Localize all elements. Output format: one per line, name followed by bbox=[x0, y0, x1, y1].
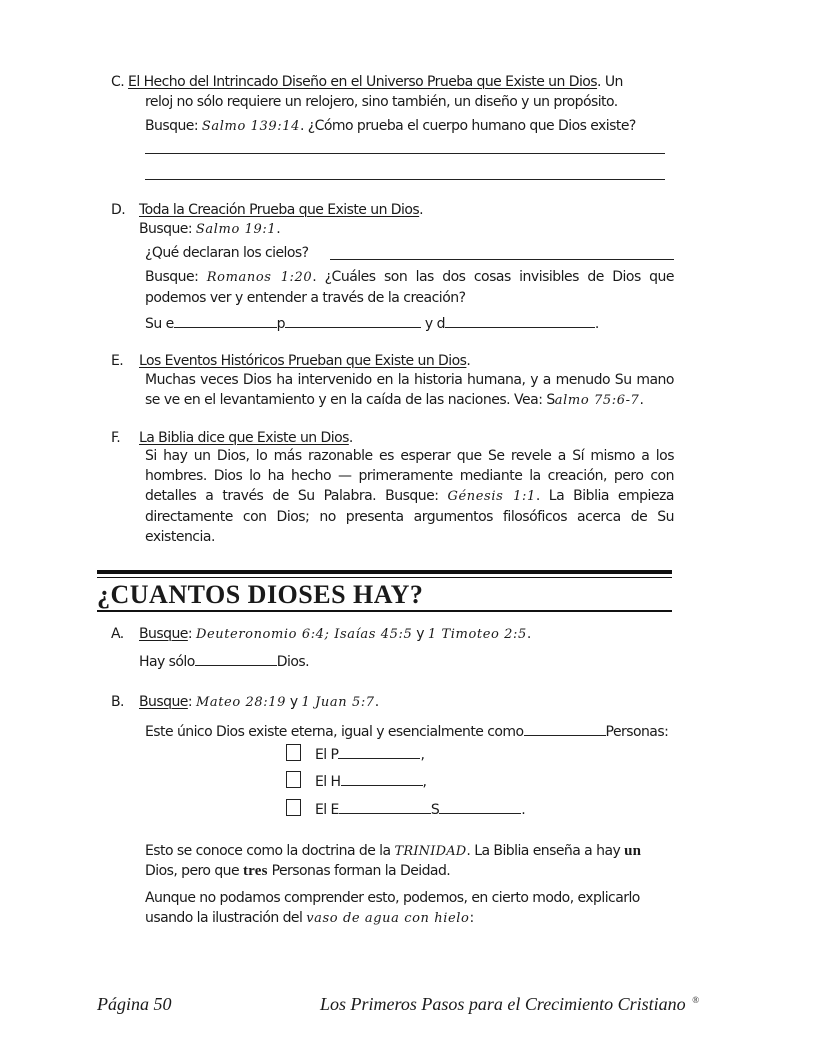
fill-blank-hay-solo[interactable] bbox=[195, 651, 277, 666]
dios-post: Personas forman la Deidad. bbox=[271, 863, 451, 879]
section-a2-letter: A. bbox=[111, 626, 124, 642]
trinidad-line-1 bbox=[145, 841, 641, 862]
item-3-mid: S bbox=[430, 802, 440, 818]
section-f-letter: F. bbox=[111, 430, 121, 446]
section-e-para-text: Muchas veces Dios ha intervenido en la historia humana, y a menudo Su mano se ve en el levantamiento y en la caída de las naciones. Vea: S bbox=[145, 372, 674, 408]
section-a2-ref-2: 1 Timoteo 2:5 bbox=[427, 627, 527, 642]
tres-word: tres bbox=[242, 863, 268, 879]
section-a2-ref-1: Deuteronomio 6:4; Isaías 45:5 bbox=[195, 627, 413, 642]
section-e-line-1 bbox=[111, 351, 470, 371]
aunque-line bbox=[145, 888, 640, 908]
section-d-question: ¿Qué declaran los cielos? bbox=[145, 245, 309, 261]
section-c-letter: C. bbox=[111, 74, 125, 90]
item-2-post: , bbox=[422, 774, 427, 790]
fill-blank-d[interactable] bbox=[445, 313, 595, 328]
heading-rule-thick bbox=[97, 570, 672, 574]
section-d-para-text: . ¿Cuáles son las dos cosas invisibles de Dios que podemos ver y entender a través de la creación? bbox=[145, 269, 675, 306]
section-c-answer-line-1[interactable] bbox=[145, 153, 665, 154]
section-d-ref-period: . bbox=[276, 221, 281, 237]
section-c-title: El Hecho del Intrincado Diseño en el Universo Prueba que Existe un Dios bbox=[128, 74, 598, 90]
section-d-letter: D. bbox=[111, 202, 126, 218]
heading-wrap bbox=[97, 580, 672, 612]
section-c-line-2 bbox=[145, 92, 618, 112]
footer-book-title bbox=[320, 994, 699, 1015]
section-d-fill-d: d bbox=[436, 316, 445, 332]
dios-pre: Dios, pero que bbox=[145, 863, 240, 879]
section-e-period: . bbox=[466, 353, 471, 369]
checklist-item-hijo bbox=[286, 771, 426, 792]
section-f-para-1: Si hay un Dios, lo más razonable es esperar que Se revele a Sí mismo a los hombres. Dios lo ha hecho — primeramente mediante la creación, pero con detalles a través de Su Palabra. Busque: bbox=[145, 448, 674, 504]
section-c-answer-line-2[interactable] bbox=[145, 179, 665, 180]
aunque-text: Aunque no podamos comprender esto, podemos, en cierto modo, explicarlo bbox=[145, 890, 640, 906]
fill-blank-e[interactable] bbox=[174, 313, 277, 328]
registered-mark: ® bbox=[692, 995, 700, 1005]
section-d-answer-line[interactable] bbox=[330, 259, 674, 260]
section-e-title: Los Eventos Históricos Prueban que Existe un Dios bbox=[139, 353, 467, 369]
section-b2-end: . bbox=[374, 694, 379, 710]
trinidad-line-2 bbox=[145, 861, 450, 881]
fill-blank-s[interactable] bbox=[439, 799, 521, 814]
section-d-line-1 bbox=[111, 200, 423, 220]
section-a2-busque: Busque bbox=[139, 626, 188, 642]
section-d-paragraph bbox=[145, 267, 674, 308]
section-c-line-1 bbox=[111, 72, 623, 92]
item-3-pre: El E bbox=[315, 802, 339, 818]
section-d-question-line bbox=[145, 243, 309, 263]
section-d-period: . bbox=[419, 202, 424, 218]
section-b2-y: y bbox=[289, 694, 298, 710]
section-d-fill-su: Su bbox=[145, 316, 162, 332]
section-f-title: La Biblia dice que Existe un Dios bbox=[139, 430, 349, 446]
section-c-question-text: . ¿Cómo prueba el cuerpo humano que Dios existe? bbox=[299, 118, 636, 134]
section-d-ref: Salmo 19:1 bbox=[195, 222, 277, 237]
section-c-question bbox=[145, 116, 636, 137]
section-a2-colon: : bbox=[187, 626, 193, 642]
section-c-text-2: reloj no sólo requiere un relojero, sino también, un diseño y un propósito. bbox=[145, 94, 618, 110]
section-f-para-2: . La Biblia empieza directamente con Dios; no presenta argumentos filosóficos acerca de Su existencia. bbox=[145, 488, 674, 545]
section-a2-fill-line bbox=[139, 651, 309, 672]
section-f-line-1 bbox=[111, 428, 353, 448]
trinidad-mid: . La Biblia enseña a hay bbox=[466, 843, 621, 859]
fill-blank-h[interactable] bbox=[341, 771, 423, 786]
section-b2-personas: Personas: bbox=[605, 724, 669, 740]
trinidad-word: TRINIDAD bbox=[394, 844, 467, 859]
section-c-text-1: . Un bbox=[597, 74, 623, 90]
section-b2-line-2 bbox=[145, 721, 668, 742]
section-b2-busque: Busque bbox=[139, 694, 188, 710]
section-a2-end: . bbox=[526, 626, 531, 642]
checkbox-2[interactable] bbox=[286, 771, 301, 788]
section-d-fill-y: y bbox=[424, 316, 433, 332]
section-c-ref: Salmo 139:14 bbox=[201, 119, 300, 134]
section-d-busque: Busque: bbox=[139, 221, 193, 237]
section-d-fill-e: e bbox=[165, 316, 174, 332]
section-a2-hay-pre: Hay sólo bbox=[139, 654, 195, 670]
section-d-fill-end: . bbox=[594, 316, 599, 332]
vaso-text: vaso de agua con hielo bbox=[306, 911, 470, 926]
checklist-item-padre bbox=[286, 744, 424, 765]
fill-blank-p2[interactable] bbox=[338, 744, 420, 759]
trinidad-pre: Esto se conoce como la doctrina de la bbox=[145, 843, 391, 859]
checkbox-1[interactable] bbox=[286, 744, 301, 761]
footer-page-number bbox=[97, 994, 172, 1015]
section-b2-ref-1: Mateo 28:19 bbox=[195, 695, 286, 710]
fill-blank-p[interactable] bbox=[285, 313, 421, 328]
usando-text: usando la ilustración del bbox=[145, 910, 303, 926]
fill-blank-personas[interactable] bbox=[524, 721, 606, 736]
usando-line bbox=[145, 908, 474, 929]
section-c-busque: Busque: bbox=[145, 118, 199, 134]
section-a2-hay-post: Dios. bbox=[276, 654, 309, 670]
vaso-end: : bbox=[469, 910, 474, 926]
item-1-pre: El P bbox=[315, 747, 339, 763]
section-d-title: Toda la Creación Prueba que Existe un Dios bbox=[139, 202, 420, 218]
item-1-post: , bbox=[420, 747, 425, 763]
section-e-paragraph bbox=[145, 370, 674, 411]
section-d-fill-line bbox=[145, 313, 599, 334]
section-b2-colon: : bbox=[187, 694, 193, 710]
section-b2-ref-2: 1 Juan 5:7 bbox=[301, 695, 375, 710]
section-e-letter: E. bbox=[111, 353, 124, 369]
section-e-end: . bbox=[639, 392, 644, 408]
section-f-paragraph bbox=[145, 446, 674, 547]
section-f-ref: Génesis 1:1 bbox=[447, 489, 536, 504]
section-b2-letter: B. bbox=[111, 694, 124, 710]
section-f-period: . bbox=[348, 430, 353, 446]
section-a2-line-1 bbox=[111, 624, 531, 645]
book-title: Los Primeros Pasos para el Crecimiento Cristiano bbox=[320, 994, 686, 1014]
checklist-item-espiritu bbox=[286, 799, 525, 820]
section-e-ref: almo 75:6-7 bbox=[554, 393, 640, 408]
section-d-fill-p: p bbox=[276, 316, 285, 332]
section-b2-line-text: Este único Dios existe eterna, igual y esencialmente como bbox=[145, 724, 524, 740]
section-a2-y: y bbox=[416, 626, 424, 642]
fill-blank-e2[interactable] bbox=[339, 799, 431, 814]
page-number: Página 50 bbox=[97, 994, 172, 1014]
page-heading: ¿CUANTOS DIOSES HAY? bbox=[97, 580, 424, 609]
section-b2-line-1 bbox=[111, 692, 379, 713]
section-d-busque-2: Busque: bbox=[145, 269, 199, 285]
trinidad-un: un bbox=[624, 843, 642, 859]
section-d-ref-2: Romanos 1:20 bbox=[206, 270, 313, 285]
checkbox-3[interactable] bbox=[286, 799, 301, 816]
heading-rule-thin bbox=[97, 577, 672, 578]
item-3-post: . bbox=[521, 802, 526, 818]
item-2-pre: El H bbox=[315, 774, 341, 790]
section-d-busque-line bbox=[139, 219, 280, 240]
